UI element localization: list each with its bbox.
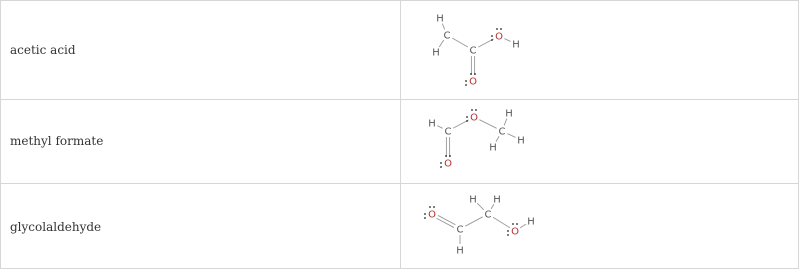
structure-cell <box>401 184 798 269</box>
lone-pair-dot <box>471 109 473 111</box>
single-bond <box>493 217 510 228</box>
single-bond <box>504 39 510 42</box>
lone-pair-dot <box>449 155 451 157</box>
atom-label: H <box>493 194 501 206</box>
atom-label: H <box>456 245 464 257</box>
structure-cell <box>401 1 798 99</box>
lone-pair-dot <box>465 80 467 82</box>
compound-name: glycolaldehyde <box>10 220 102 234</box>
lone-pair-dot <box>491 39 493 41</box>
atom-label: O <box>511 226 519 238</box>
single-bond <box>479 120 496 129</box>
atom-label: H <box>432 47 440 59</box>
lewis-structure-diagram <box>401 100 798 183</box>
atom-label: O <box>469 76 477 88</box>
lone-pair-dot <box>470 73 472 75</box>
lone-pair-dot <box>507 230 509 232</box>
lone-pair-dot <box>491 35 493 37</box>
lone-pair-dot <box>440 162 442 164</box>
atom-label: O <box>444 158 452 170</box>
lewis-structure-diagram <box>401 184 798 269</box>
table-row <box>1 1 798 100</box>
single-bond <box>504 119 507 126</box>
single-bond <box>507 134 515 138</box>
single-bond <box>452 38 468 47</box>
lone-pair-dot <box>440 166 442 168</box>
table-row <box>1 184 798 269</box>
atom-label: H <box>489 142 497 154</box>
atom-label: H <box>527 216 535 228</box>
lone-pair-dot <box>433 206 435 208</box>
atom-label: C <box>456 224 464 236</box>
single-bond <box>465 217 482 226</box>
atom-label: H <box>517 135 525 147</box>
atom-label: O <box>470 112 478 124</box>
lone-pair-dot <box>445 155 447 157</box>
single-bond <box>520 224 526 228</box>
atom-label: O <box>495 31 503 43</box>
structure-cell <box>401 100 798 183</box>
lone-pair-dot <box>429 206 431 208</box>
lone-pair-dot <box>466 120 468 122</box>
lone-pair-dot <box>475 109 477 111</box>
atom-label: H <box>436 13 444 25</box>
lewis-structure-diagram <box>401 1 798 99</box>
table-row <box>1 100 798 184</box>
lone-pair-dot <box>500 28 502 30</box>
atom-label: H <box>428 118 436 130</box>
lone-pair-dot <box>424 213 426 215</box>
lone-pair-dot <box>496 28 498 30</box>
atom-label: C <box>443 30 451 42</box>
single-bond <box>477 203 484 210</box>
lone-pair-dot <box>466 116 468 118</box>
atom-label: C <box>498 126 506 138</box>
atom-label: H <box>469 194 477 206</box>
lone-pair-dot <box>516 223 518 225</box>
atom-label: C <box>484 209 492 221</box>
atom-label: C <box>469 45 477 57</box>
lone-pair-dot <box>507 234 509 236</box>
lone-pair-dot <box>474 73 476 75</box>
lone-pair-dot <box>424 217 426 219</box>
atom-label: H <box>512 39 520 51</box>
atom-label: O <box>428 209 436 221</box>
lone-pair-dot <box>512 223 514 225</box>
atom-label: C <box>444 126 452 138</box>
single-bond <box>437 126 442 129</box>
lone-pair-dot <box>465 84 467 86</box>
atom-label: H <box>505 108 513 120</box>
compound-name: acetic acid <box>10 43 76 57</box>
compound-name: methyl formate <box>10 134 104 148</box>
